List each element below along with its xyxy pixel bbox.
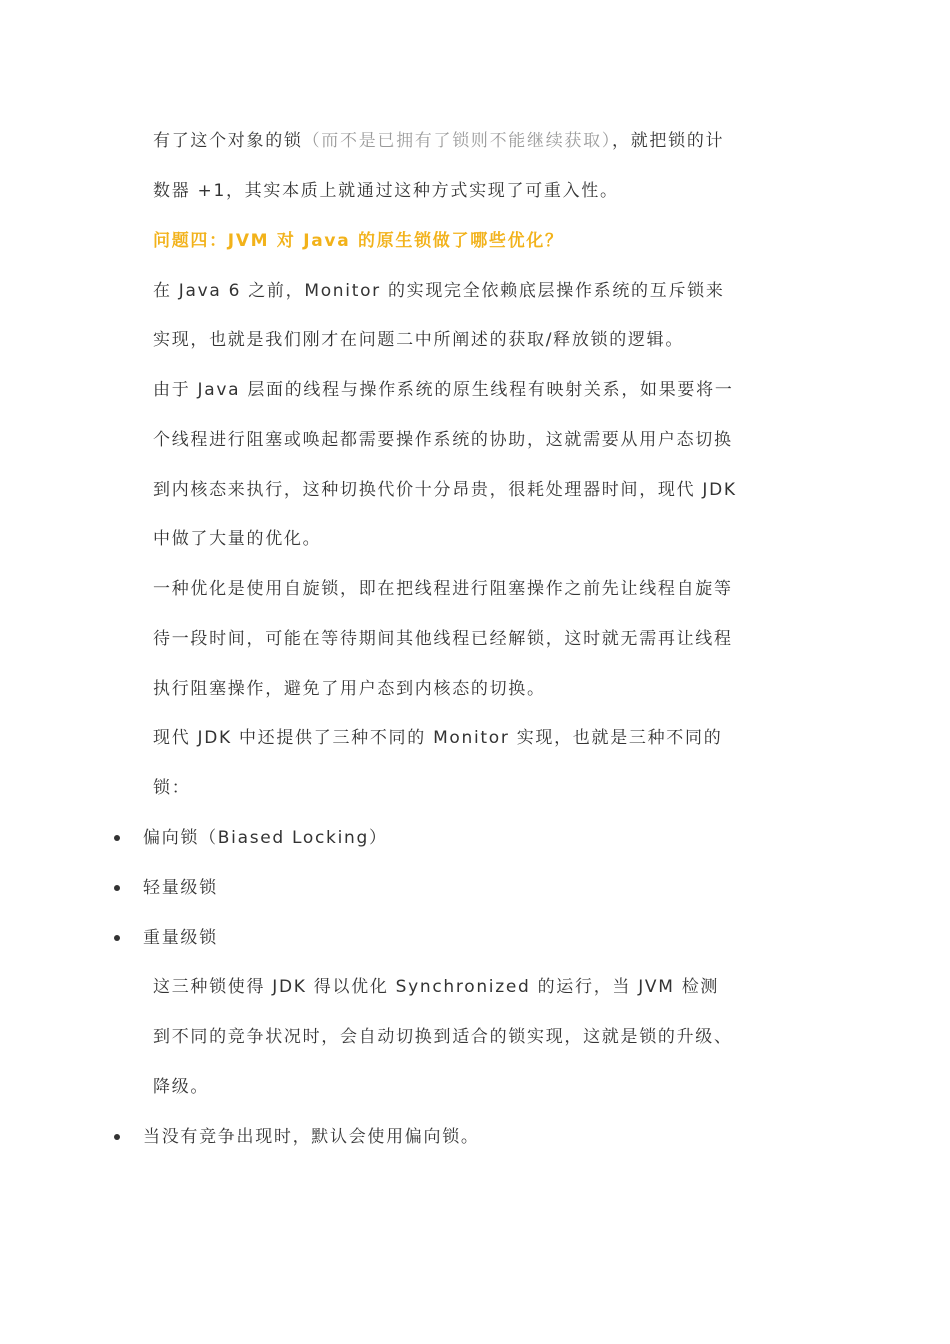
section-heading: 问题四：JVM 对 Java 的原生锁做了哪些优化？ (153, 231, 564, 251)
bullet-icon (114, 1134, 120, 1140)
paragraph-line: 在 Java 6 之前，Monitor 的实现完全依赖底层操作系统的互斥锁来 (153, 281, 725, 301)
paragraph-line: 锁： (153, 778, 191, 798)
paragraph-line: 降级。 (153, 1077, 210, 1097)
continued-paragraph-line-2: 数器 +1，其实本质上就通过这种方式实现了可重入性。 (153, 181, 619, 201)
continued-paragraph-line-1 (153, 126, 803, 156)
bullet-icon (114, 885, 120, 891)
list-item (114, 923, 804, 953)
paragraph-line: 个线程进行阻塞或唤起都需要操作系统的协助，这就需要从用户态切换 (153, 430, 733, 450)
text-segment: 有了这个对象的锁 (153, 131, 303, 151)
list-item-text: 重量级锁 (143, 928, 218, 948)
paragraph-line: 由于 Java 层面的线程与操作系统的原生线程有映射关系，如果要将一 (153, 380, 734, 400)
paragraph-line: 现代 JDK 中还提供了三种不同的 Monitor 实现，也就是三种不同的 (153, 728, 723, 748)
list-item (114, 1122, 804, 1152)
paragraph-line: 这三种锁使得 JDK 得以优化 Synchronized 的运行，当 JVM 检测 (153, 977, 720, 997)
list-item (114, 823, 804, 853)
paragraph-line: 到内核态来执行，这种切换代价十分昂贵，很耗处理器时间，现代 JDK (153, 480, 737, 500)
paragraph-line: 一种优化是使用自旋锁，即在把线程进行阻塞操作之前先让线程自旋等 (153, 579, 733, 599)
paragraph-line: 到不同的竞争状况时，会自动切换到适合的锁实现，这就是锁的升级、 (153, 1027, 733, 1047)
bullet-icon (114, 835, 120, 841)
paragraph-line: 中做了大量的优化。 (153, 529, 322, 549)
list-item-text: 轻量级锁 (143, 878, 218, 898)
text-segment: ，就把锁的计 (612, 131, 725, 151)
muted-note: （而不是已拥有了锁则不能继续获取） (302, 131, 613, 151)
paragraph-line: 执行阻塞操作，避免了用户态到内核态的切换。 (153, 679, 546, 699)
paragraph-line: 待一段时间，可能在等待期间其他线程已经解锁，这时就无需再让线程 (153, 629, 733, 649)
list-item (114, 873, 804, 903)
paragraph-line: 实现，也就是我们刚才在问题二中所阐述的获取/释放锁的逻辑。 (153, 330, 685, 350)
list-item-text: 当没有竞争出现时，默认会使用偏向锁。 (143, 1127, 480, 1147)
bullet-icon (114, 935, 120, 941)
list-item-text: 偏向锁（Biased Locking） (143, 828, 388, 848)
